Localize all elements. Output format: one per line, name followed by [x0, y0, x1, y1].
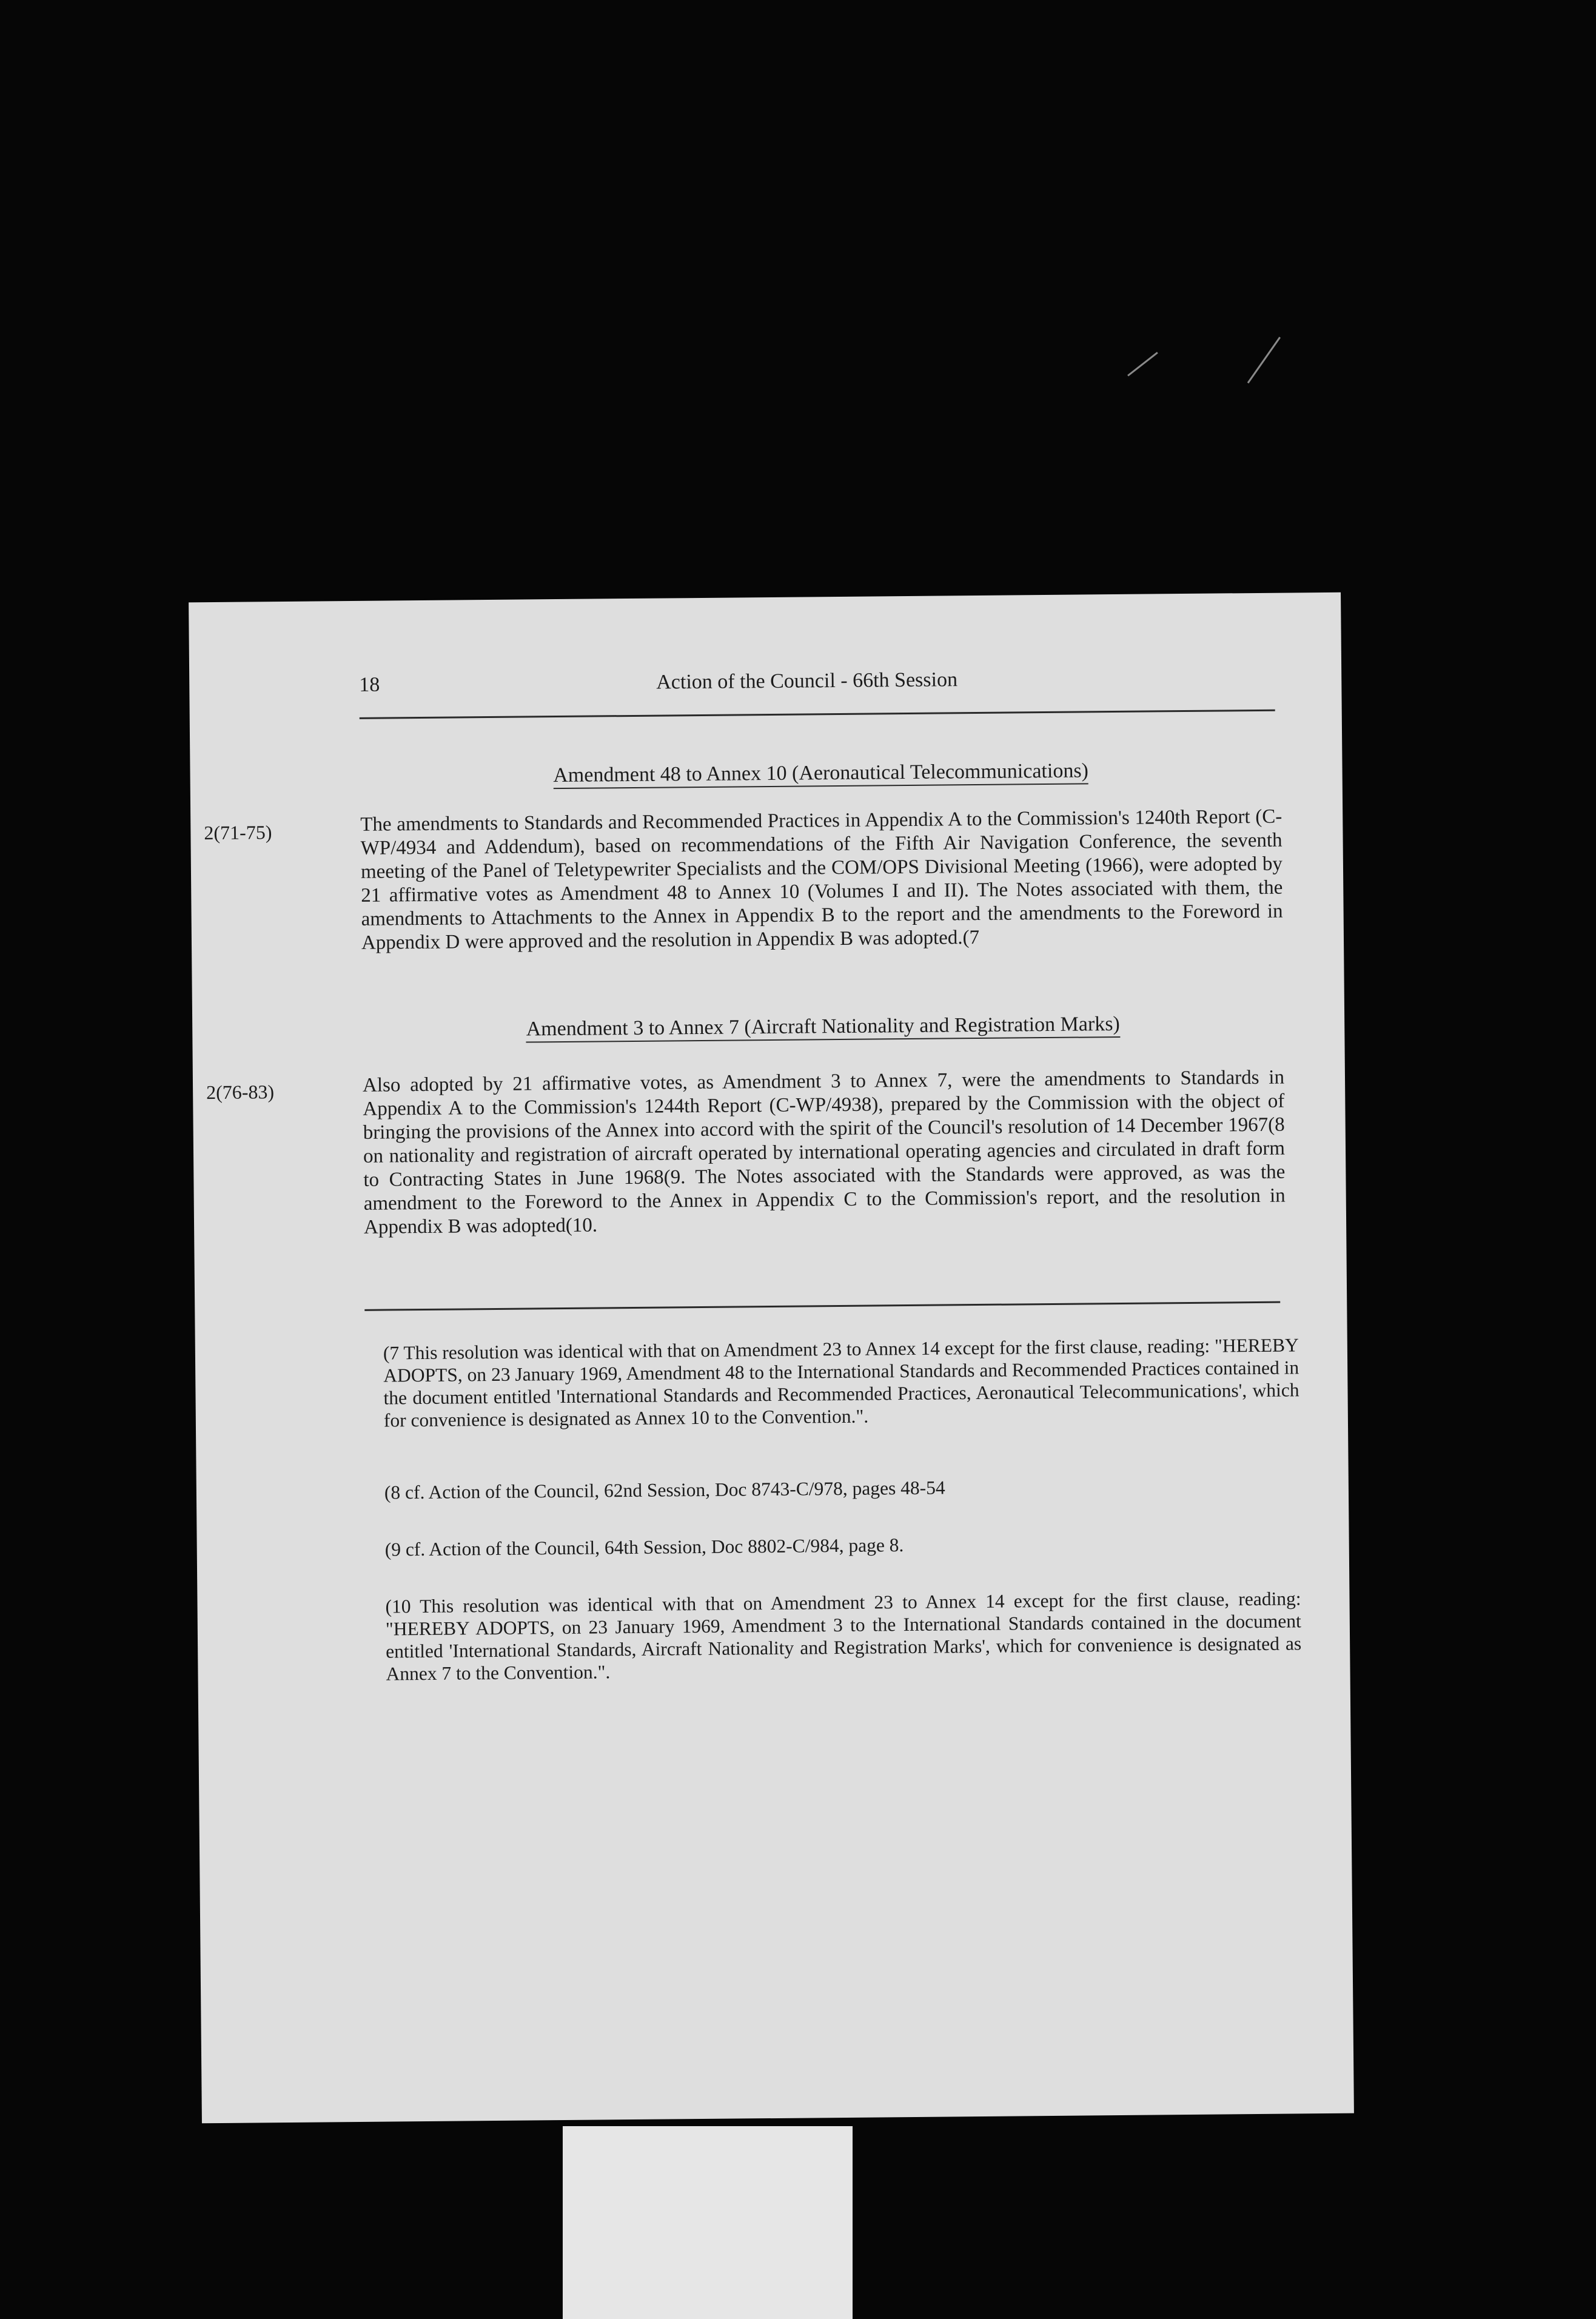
page-header: [359, 666, 1287, 710]
section-paragraph: The amendments to Standards and Recommended Practices in Appendix A to the Commission's 1240th Report (C-WP/4934 and Addendum), based on recommendations of the Fifth Air Navigation Conference, the seventh meeting of the Panel of Teletypewriter Specialists and the COM/OPS Divisional Meeting (1966), were adopted by 21 affirmative votes as Amendment 48 to Annex 10 (Volumes I and II). The Notes associated with them, the amendments to Attachments to the Annex in Appendix B to the report and the amendments to the Foreword in Appendix D were approved and the resolution in Appendix B was adopted.(7: [360, 805, 1283, 954]
footnote: (10 This resolution was identical with that on Amendment 23 to Annex 14 except for the first clause, reading: "HEREBY ADOPTS, on 23 January 1969, Amendment 3 to the International Standards contained in the document entitled 'International Standards, Aircraft Nationality and Registration Marks', which for convenience is designated as Annex 7 to the Convention.".: [385, 1588, 1302, 1685]
footnote: (8 cf. Action of the Council, 62nd Session, Doc 8743-C/978, pages 48-54: [384, 1477, 945, 1503]
document-page: [189, 592, 1354, 2123]
section-heading-annex-7: Amendment 3 to Annex 7 (Aircraft Nationality and Registration Marks): [362, 1012, 1284, 1042]
section-heading-annex-10: Amendment 48 to Annex 10 (Aeronautical Telecommunications): [360, 758, 1281, 789]
footnote-rule: [364, 1301, 1280, 1311]
margin-reference: 2(71-75): [204, 821, 272, 844]
page-number: 18: [359, 673, 380, 696]
footnote: (7 This resolution was identical with that on Amendment 23 to Annex 14 except for the first clause, reading: "HEREBY ADOPTS, on 23 January 1969, Amendment 48 to the International Standards and Recommended Practices contained in the document entitled 'International Standards and Recommended Practices, Aeronautical Telecommunications', which for convenience is designated as Annex 10 to the Convention.".: [383, 1334, 1299, 1431]
film-scratch-mark: [1127, 352, 1158, 377]
margin-reference: 2(76-83): [206, 1081, 275, 1104]
film-scratch-mark: [1247, 337, 1281, 383]
footnote: (9 cf. Action of the Council, 64th Session, Doc 8802-C/984, page 8.: [384, 1534, 904, 1560]
section-paragraph: Also adopted by 21 affirmative votes, as Amendment 3 to Annex 7, were the amendments to Standards in Appendix A to the Commission's 1244th Report (C-WP/4938), prepared by the Commission with the object of bringing the provisions of the Annex into accord with the spirit of the Council's resolution of 14 December 1967(8 on nationality and registration of aircraft operated by international operating agencies and circulated in draft form to Contracting States in June 1968(9. The Notes associated with the Standards were approved, as was the amendment to the Foreword to the Annex in Appendix C to the Commission's report, and the resolution in Appendix B was adopted(10.: [362, 1066, 1286, 1238]
header-rule: [360, 710, 1275, 719]
running-title: Action of the Council - 66th Session: [656, 668, 958, 694]
blank-card: [563, 2126, 853, 2319]
